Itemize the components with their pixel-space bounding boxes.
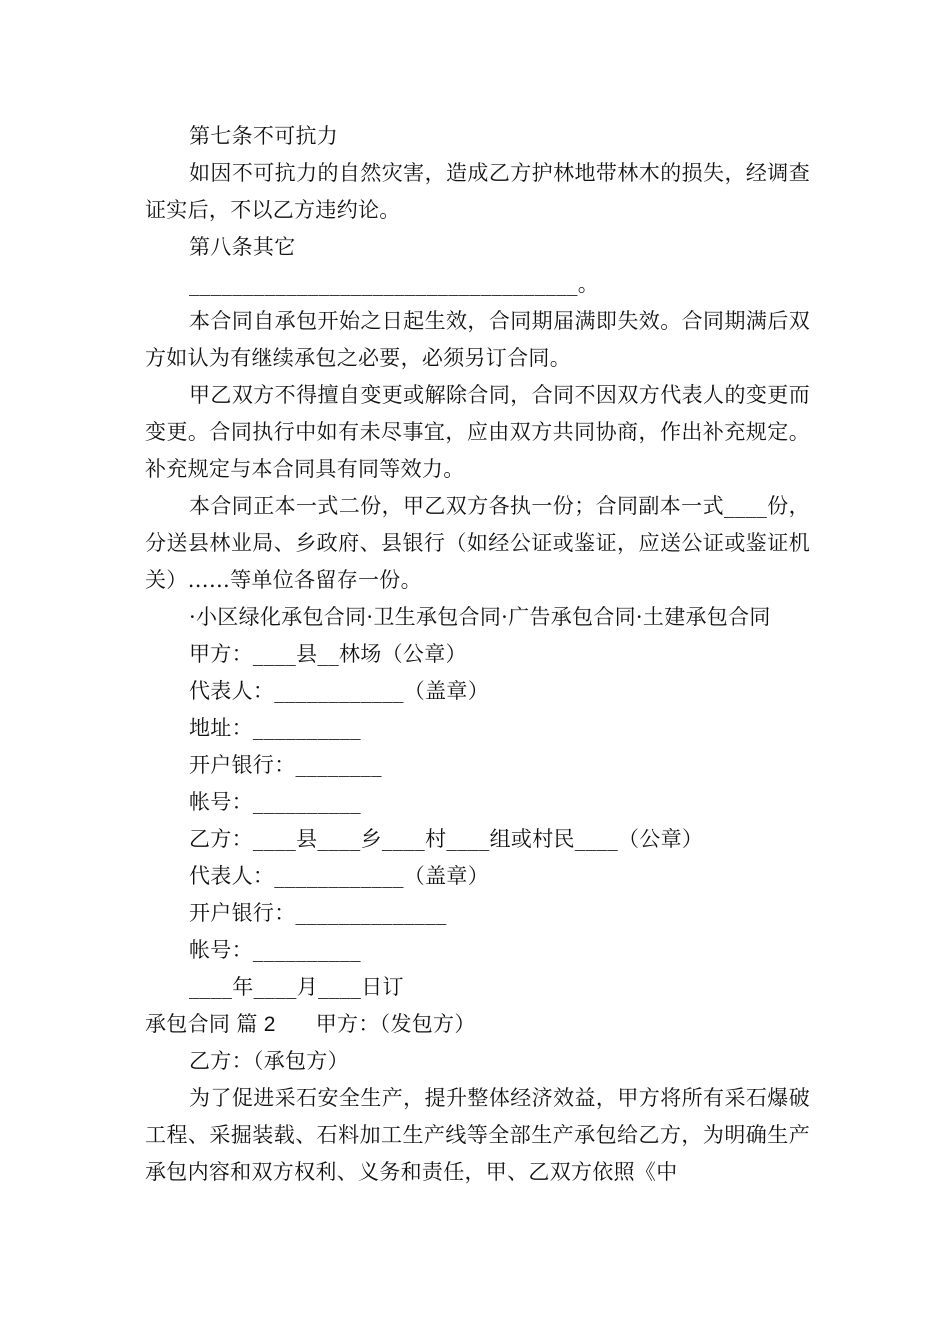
party-a-address: 地址：__________ [189,716,361,740]
article8-blank: ____________________________________。 [189,272,600,296]
change-paragraph: 甲乙双方不得擅自变更或解除合同，合同不因双方代表人的变更而变更。合同执行中如有未尽事宜，应由双方共同协商，作出补充规定。补充规定与本合同具有同等效力。 [145,383,810,481]
contract2-heading: 承包合同 篇 2 [145,1013,276,1036]
article7-title: 第七条不可抗力 [189,124,339,148]
contract2-heading-row [145,1006,810,1043]
contract2-party-b: 乙方：（承包方） [189,1049,349,1073]
effect-paragraph: 本合同自承包开始之日起生效，合同期届满即失效。合同期满后双方如认为有继续承包之必要，必须另订合同。 [145,309,810,370]
party-a-line: 甲方：____县__林场（公章） [189,642,467,666]
contract2-intro: 为了促进采石安全生产，提升整体经济效益，甲方将所有采石爆破工程、采掘装载、石料加工生产线等全部生产承包给乙方，为明确生产承包内容和双方权利、义务和责任，甲、乙双方依照《中 [145,1086,810,1184]
article8-title: 第八条其它 [189,235,296,259]
article7-body: 如因不可抗力的自然灾害，造成乙方护林地带林木的损失，经调查证实后，不以乙方违约论。 [145,161,810,222]
contract2-party-a: 甲方：（发包方） [315,1012,476,1036]
party-b-account: 帐号：__________ [189,938,361,962]
party-b-line: 乙方：____县____乡____村____组或村民____（公章） [189,827,704,851]
party-a-bank: 开户银行：________ [189,753,382,777]
party-b-representative: 代表人：____________（盖章） [189,864,489,888]
copies-paragraph: 本合同正本一式二份，甲乙双方各执一份；合同副本一式____份，分送县林业局、乡政府、县银行（如经公证或鉴证，应送公证或鉴证机关）……等单位各留存一份。 [145,494,810,592]
related-contract-links[interactable]: ·小区绿化承包合同·卫生承包合同·广告承包合同·土建承包合同 [189,605,771,629]
party-a-account: 帐号：__________ [189,790,361,814]
signing-date: ____年____月____日订 [189,975,404,999]
party-a-representative: 代表人：____________（盖章） [189,679,489,703]
document-body [145,118,810,1191]
party-b-bank: 开户银行：______________ [189,901,447,925]
